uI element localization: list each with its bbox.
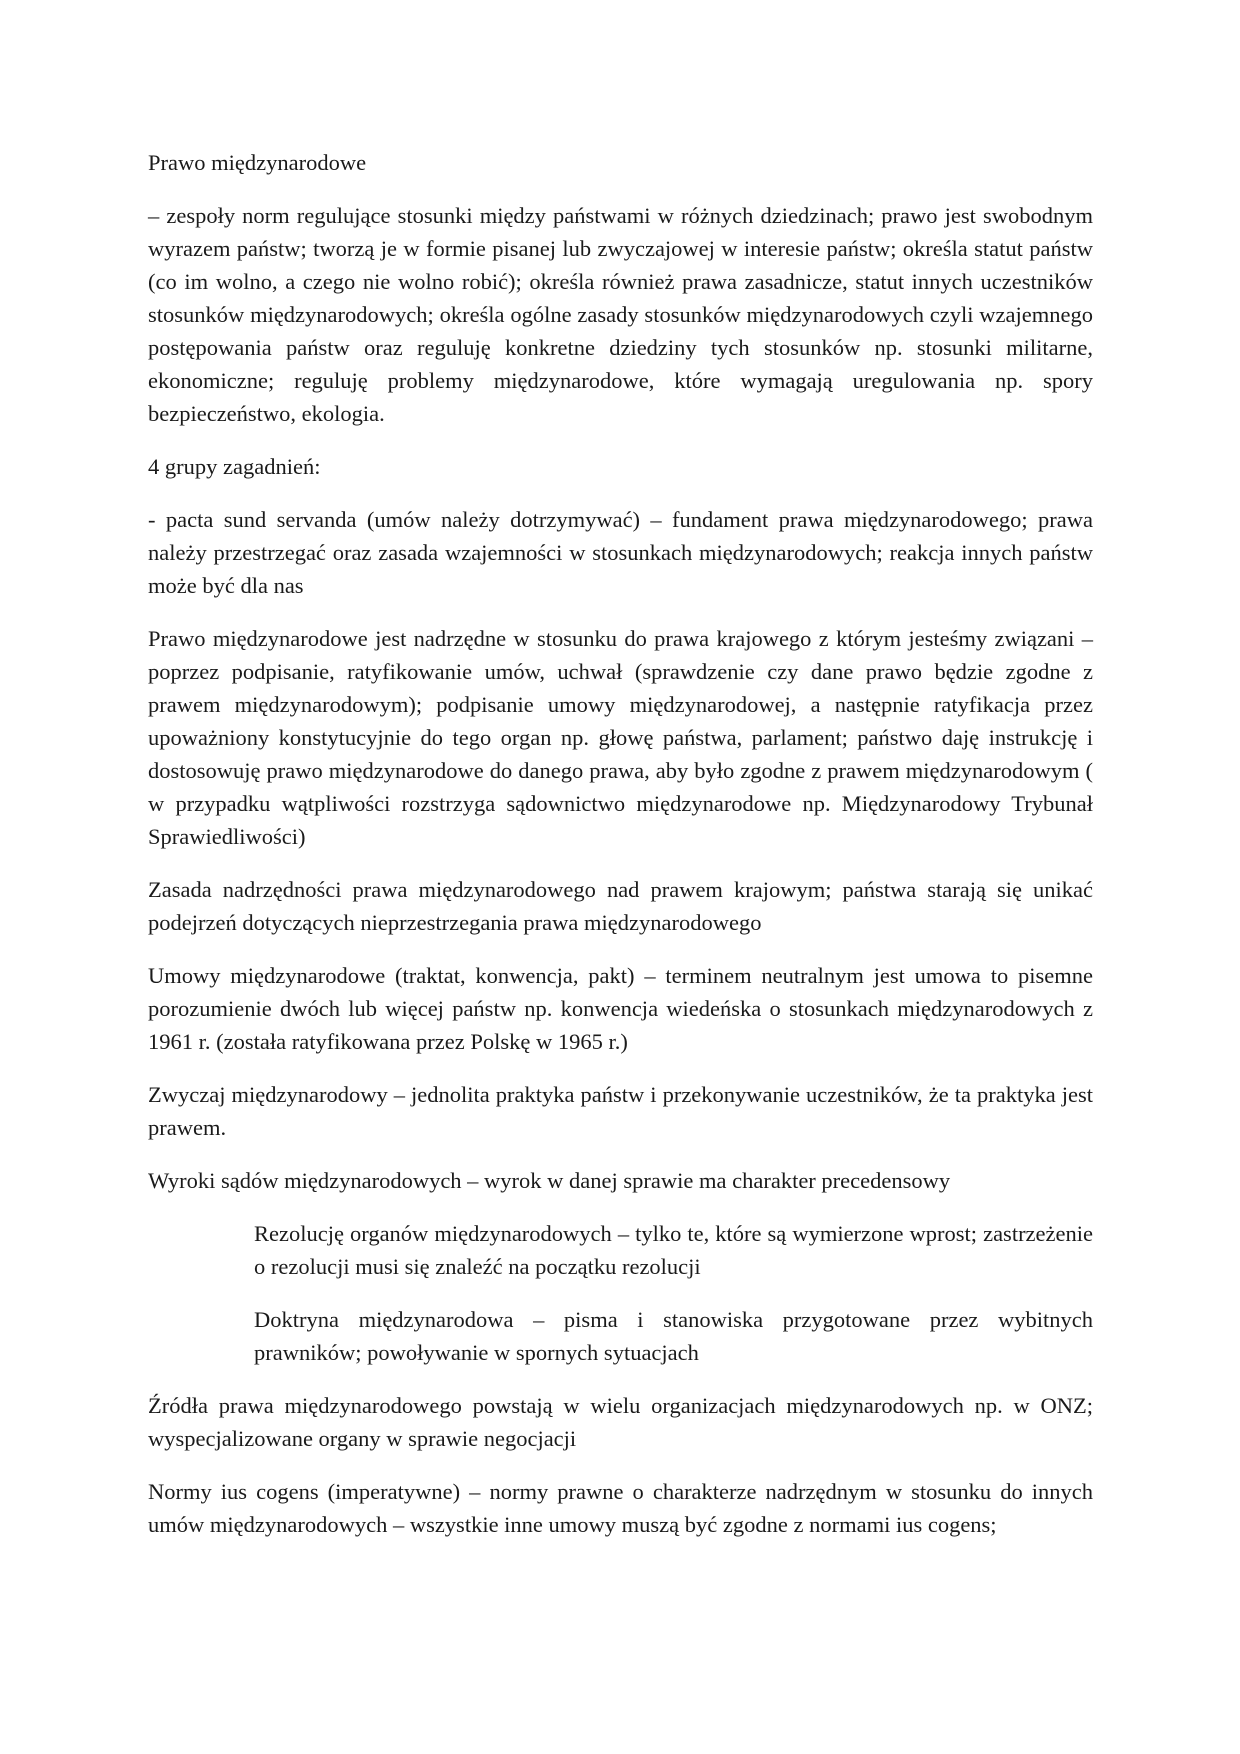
paragraph-pacta-sunt-servanda: - pacta sund servanda (umów należy dotrzymywać) – fundament prawa międzynarodowego; prawa należy przestrzegać oraz zasada wzajemności w stosunkach międzynarodowych; reakcja innych państw może być dla nas	[148, 507, 1093, 598]
paragraph-ius-cogens: Normy ius cogens (imperatywne) – normy prawne o charakterze nadrzędnym w stosunku do innych umów międzynarodowych – wszystkie inne umowy muszą być zgodne z normami ius cogens;	[148, 1479, 1093, 1537]
paragraph-supremacy: Prawo międzynarodowe jest nadrzędne w stosunku do prawa krajowego z którym jesteśmy związani – poprzez podpisanie, ratyfikowanie umów, uchwał (sprawdzenie czy dane prawo będzie zgodne z prawem międzynarodowym); podpisanie umowy międzynarodowej, a następnie ratyfikacja przez upoważniony konstytucyjnie do tego organ np. głowę państwa, parlament; państwo daję instrukcję i dostosowuję prawo międzynarodowe do danego prawa, aby było zgodne z prawem międzynarodowym ( w przypadku wątpliwości rozstrzyga sądownictwo międzynarodowe np. Międzynarodowy Trybunał Sprawiedliwości)	[148, 626, 1093, 849]
paragraph-doctrine: Doktryna międzynarodowa – pisma i stanowiska przygotowane przez wybitnych prawników; powoływanie w spornych sytuacjach	[254, 1307, 1093, 1365]
document-title: Prawo międzynarodowe	[148, 150, 367, 175]
paragraph-supremacy-principle: Zasada nadrzędności prawa międzynarodowego nad prawem krajowym; państwa starają się unikać podejrzeń dotyczących nieprzestrzegania prawa międzynarodowego	[148, 877, 1093, 935]
paragraph-judgments: Wyroki sądów międzynarodowych – wyrok w danej sprawie ma charakter precedensowy	[148, 1168, 951, 1193]
paragraph-definition: – zespoły norm regulujące stosunki między państwami w różnych dziedzinach; prawo jest swobodnym wyrazem państw; tworzą je w formie pisanej lub zwyczajowej w interesie państw; określa statut państw (co im wolno, a czego nie wolno robić); określa również prawa zasadnicze, statut innych uczestników stosunków międzynarodowych; określa ogólne zasady stosunków międzynarodowych czyli wzajemnego postępowania państw oraz reguluję konkretne dziedziny tych stosunków np. stosunki militarne, ekonomiczne; reguluję problemy międzynarodowe, które wymagają uregulowania np. spory bezpieczeństwo, ekologia.	[148, 203, 1093, 426]
paragraph-sources: Źródła prawa międzynarodowego powstają w wielu organizacjach międzynarodowych np. w ONZ; wyspecjalizowane organy w sprawie negocjacji	[148, 1393, 1093, 1451]
paragraph-resolutions: Rezolucję organów międzynarodowych – tylko te, które są wymierzone wprost; zastrzeżenie o rezolucji musi się znaleźć na początku rezolucji	[254, 1221, 1093, 1279]
paragraph-treaties: Umowy międzynarodowe (traktat, konwencja, pakt) – terminem neutralnym jest umowa to pisemne porozumienie dwóch lub więcej państw np. konwencja wiedeńska o stosunkach międzynarodowych z 1961 r. (została ratyfikowana przez Polskę w 1965 r.)	[148, 963, 1093, 1054]
paragraph-groups-heading: 4 grupy zagadnień:	[148, 454, 321, 479]
paragraph-custom: Zwyczaj międzynarodowy – jednolita praktyka państw i przekonywanie uczestników, że ta praktyka jest prawem.	[148, 1082, 1093, 1140]
document-page	[148, 146, 1093, 1561]
